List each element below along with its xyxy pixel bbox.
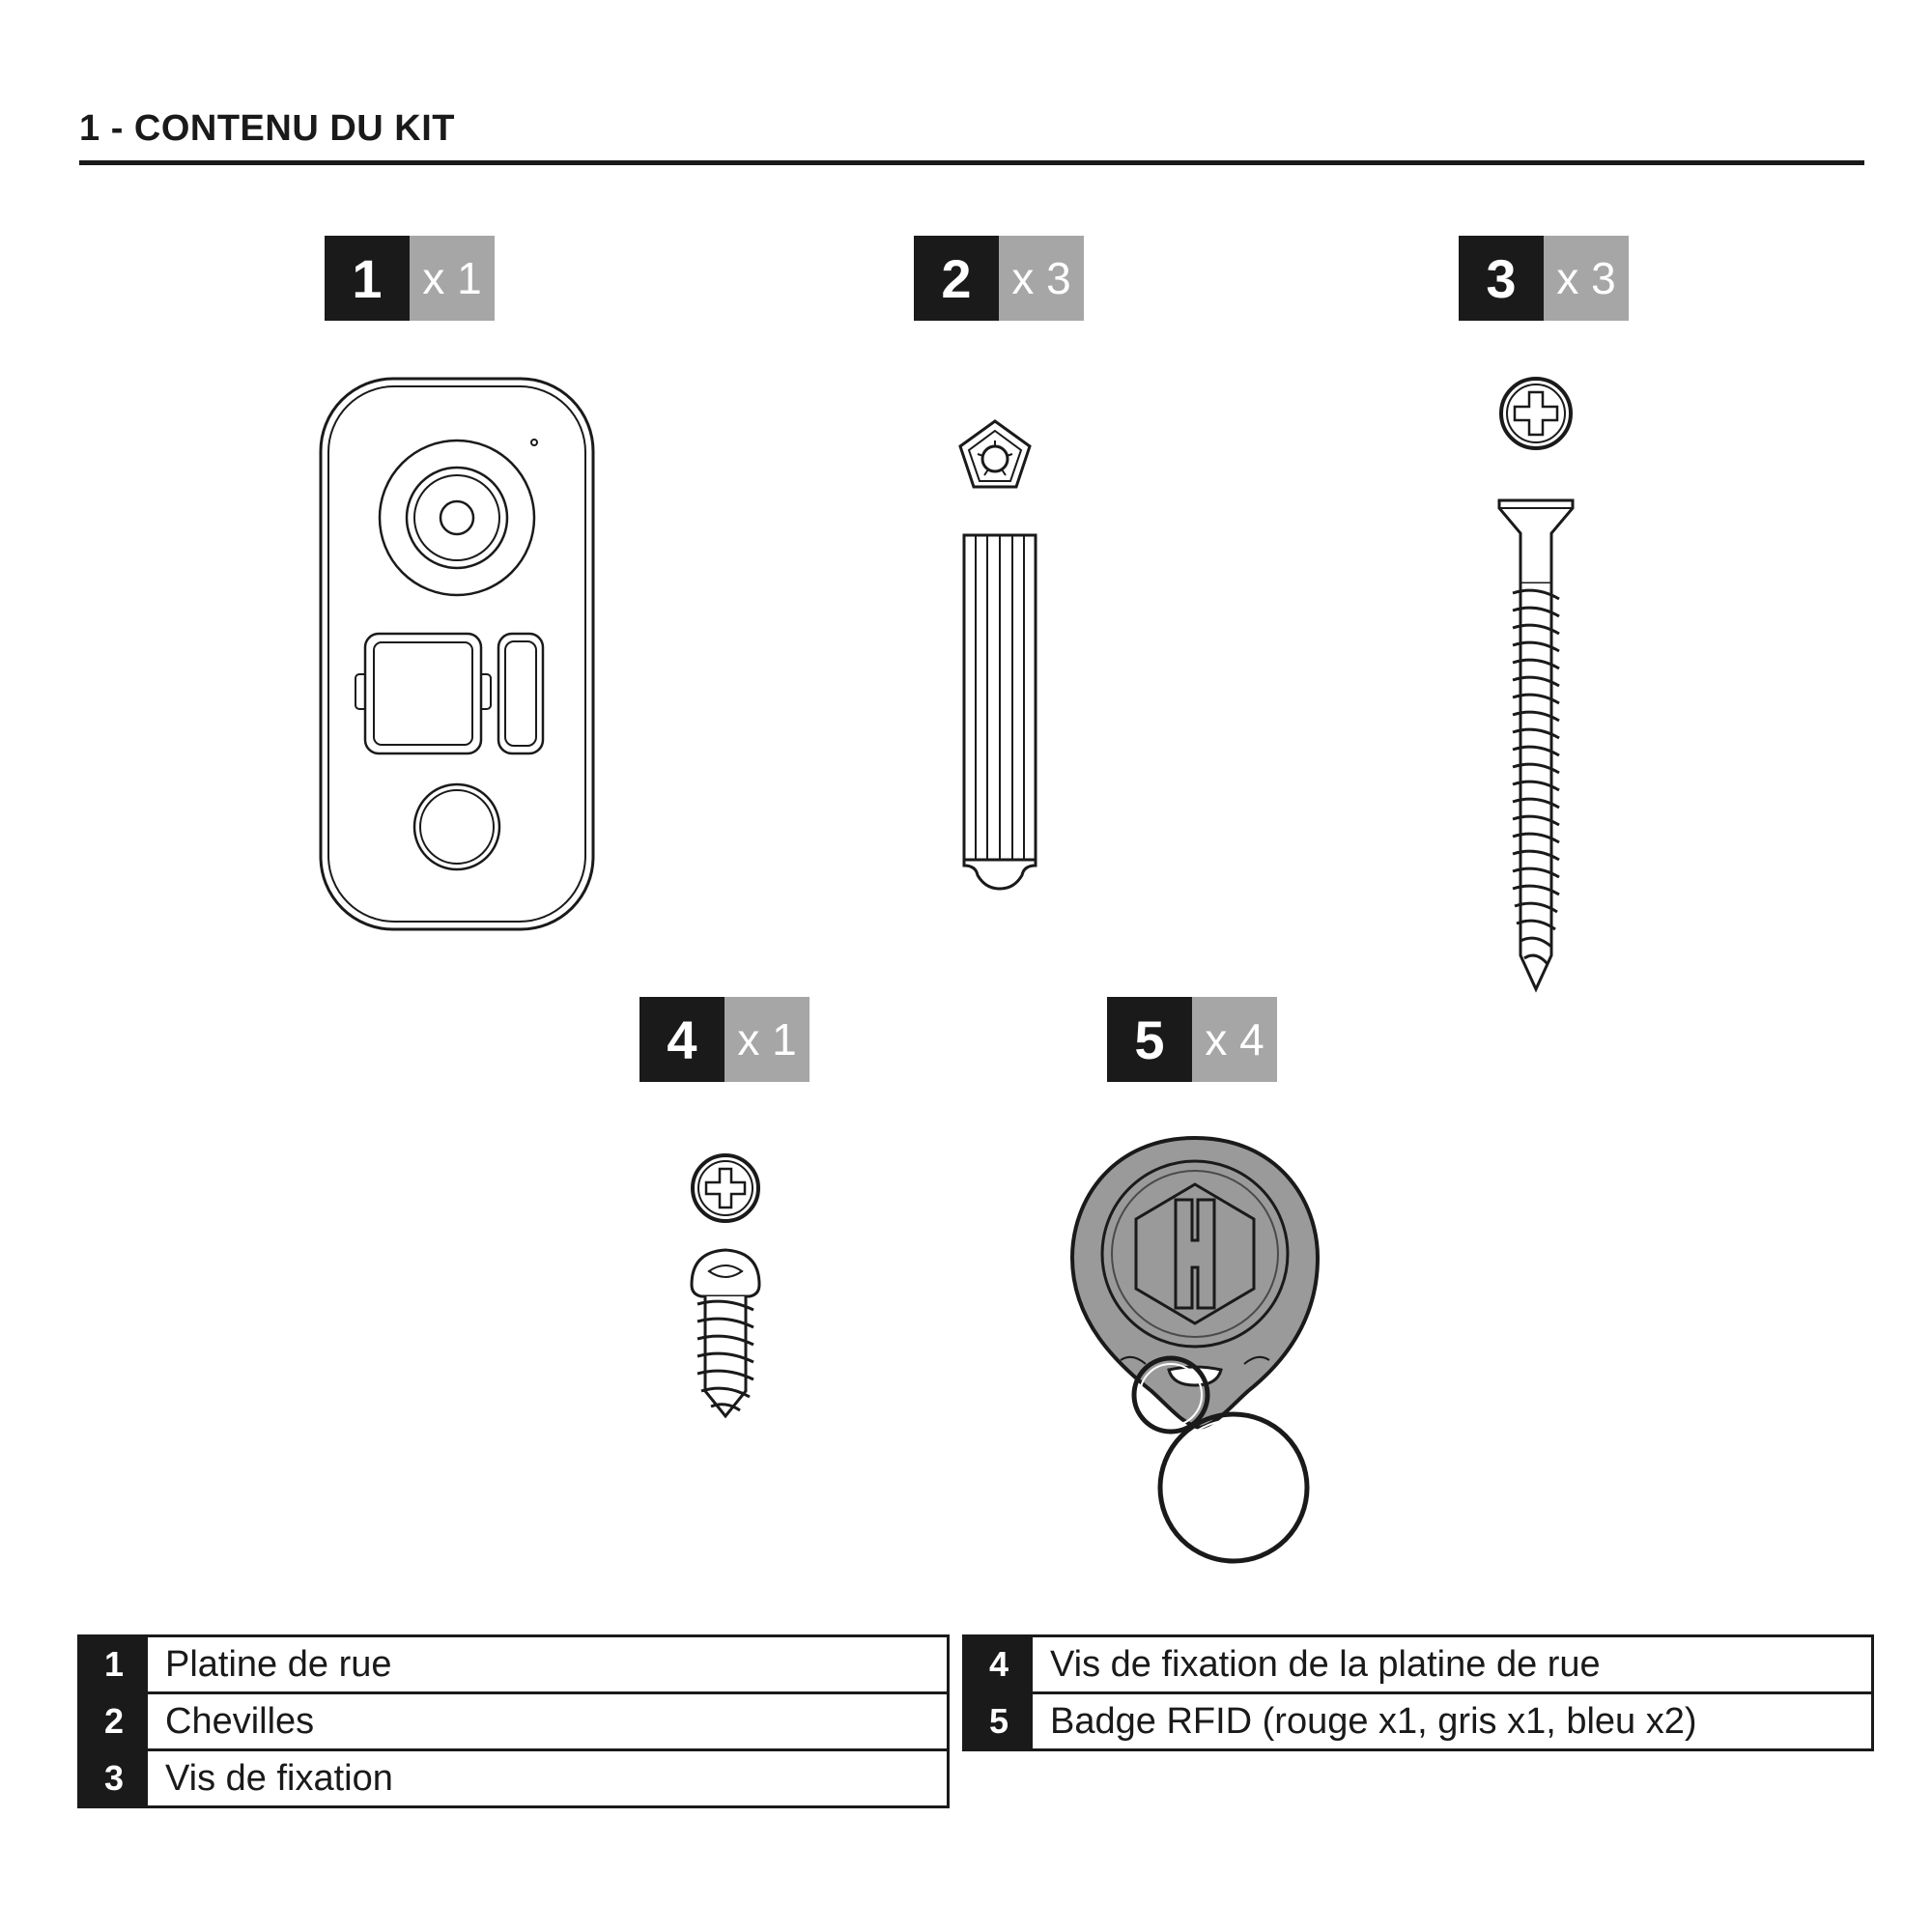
legend-number: 1 [80, 1637, 148, 1691]
legend-label: Chevilles [165, 1700, 315, 1742]
long-screw-icon [1478, 371, 1594, 999]
item-1-number: 1 [325, 236, 410, 321]
short-screw-icon [682, 1150, 769, 1420]
legend-label: Platine de rue [165, 1643, 392, 1685]
item-2-badge [914, 236, 1084, 321]
item-1-quantity: x 1 [410, 236, 495, 321]
legend-number: 3 [80, 1751, 148, 1805]
legend-number: 4 [965, 1637, 1033, 1691]
item-5-quantity: x 4 [1192, 997, 1277, 1082]
legend-row [965, 1694, 1871, 1748]
item-4-quantity: x 1 [724, 997, 810, 1082]
item-2-quantity: x 3 [999, 236, 1084, 321]
legend-label: Badge RFID (rouge x1, gris x1, bleu x2) [1050, 1700, 1697, 1742]
section-title: 1 - CONTENU DU KIT [79, 108, 455, 149]
item-3-badge [1459, 236, 1629, 321]
item-4-badge [639, 997, 810, 1082]
door-station-icon [315, 373, 605, 935]
item-1-badge [325, 236, 495, 321]
legend-row [80, 1694, 947, 1751]
legend-row [80, 1637, 947, 1694]
item-5-badge [1107, 997, 1277, 1082]
legend-number: 2 [80, 1694, 148, 1748]
item-5-number: 5 [1107, 997, 1192, 1082]
rfid-badge-icon [1065, 1132, 1325, 1567]
legend-row [965, 1637, 1871, 1694]
legend-table-right [962, 1634, 1874, 1751]
title-divider [79, 160, 1864, 165]
item-2-number: 2 [914, 236, 999, 321]
wall-plug-icon [947, 415, 1043, 898]
item-3-number: 3 [1459, 236, 1544, 321]
legend-number: 5 [965, 1694, 1033, 1748]
item-3-quantity: x 3 [1544, 236, 1629, 321]
legend-label: Vis de fixation de la platine de rue [1050, 1643, 1601, 1685]
legend-table-left [77, 1634, 950, 1808]
legend-label: Vis de fixation [165, 1757, 393, 1799]
item-4-number: 4 [639, 997, 724, 1082]
legend-row [80, 1751, 947, 1805]
